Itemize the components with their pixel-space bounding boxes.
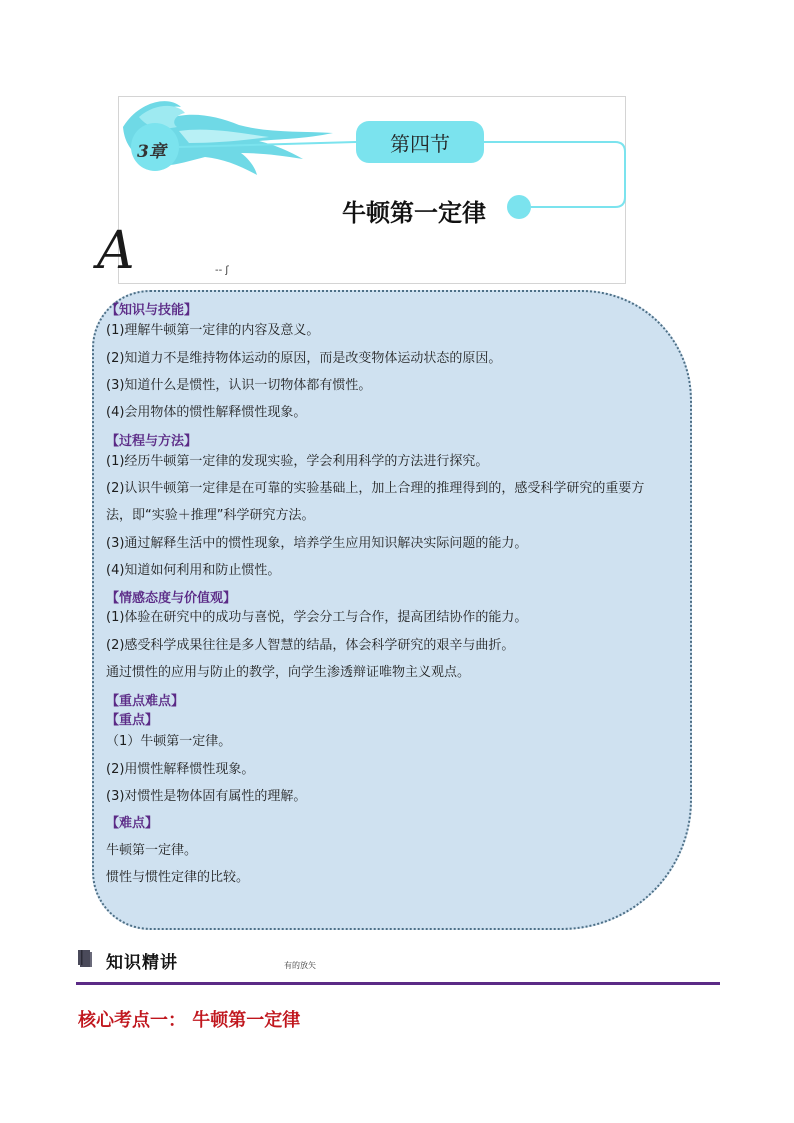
objective-line: (3)通过解释生活中的惯性现象，培养学生应用知识解决实际问题的能力。	[106, 536, 528, 551]
objective-line: (2)知道力不是维持物体运动的原因，而是改变物体运动状态的原因。	[106, 351, 502, 366]
objective-line: (2)感受科学成果往往是多人智慧的结晶，体会科学研究的艰辛与曲折。	[106, 638, 515, 653]
heading-key-difficult: 【重点难点】	[106, 694, 185, 709]
book-icon	[78, 950, 92, 967]
objective-line: 牛顿第一定律。	[106, 843, 198, 858]
objective-line: (3)对惯性是物体固有属性的理解。	[106, 789, 307, 804]
objective-line: (2)用惯性解释惯性现象。	[106, 762, 255, 777]
objective-line: (4)知道如何利用和防止惯性。	[106, 563, 281, 578]
section-title: 知识精讲	[106, 953, 178, 973]
objective-line: (2)认识牛顿第一定律是在可靠的实验基础上，加上合理的推理得到的，感受科学研究的重要方	[106, 481, 645, 496]
objective-line: (1)经历牛顿第一定律的发现实验，学会利用科学的方法进行探究。	[106, 454, 489, 469]
objective-line: （1）牛顿第一定律。	[106, 734, 232, 749]
core-point-heading: 核心考点一： 牛顿第一定律	[78, 1010, 301, 1031]
objective-line: (3)知道什么是惯性，认识一切物体都有惯性。	[106, 378, 372, 393]
objective-line: (4)会用物体的惯性解释惯性现象。	[106, 405, 307, 420]
heading-key: 【重点】	[106, 713, 159, 728]
section-note: 有的放矢	[284, 961, 316, 970]
chapter-banner	[97, 96, 626, 284]
section-label: 第四节	[356, 121, 484, 163]
heading-process: 【过程与方法】	[106, 434, 198, 449]
section-divider	[76, 982, 720, 985]
objective-line: 惯性与惯性定律的比较。	[106, 870, 250, 885]
chapter-label: 3章	[137, 142, 166, 162]
objective-line: 通过惯性的应用与防止的教学，向学生渗透辩证唯物主义观点。	[106, 665, 471, 680]
decorative-letter: A	[97, 221, 135, 281]
heading-attitude: 【情感态度与价值观】	[106, 591, 237, 606]
objective-line: 法，即“实验＋推理”科学研究方法。	[106, 508, 315, 523]
objective-line: (1)体验在研究中的成功与喜悦，学会分工与合作，提高团结协作的能力。	[106, 610, 528, 625]
objective-line: (1)理解牛顿第一定律的内容及意义。	[106, 323, 320, 338]
heading-difficult: 【难点】	[106, 816, 159, 831]
lesson-title: 牛顿第一定律	[342, 198, 486, 227]
heading-knowledge: 【知识与技能】	[106, 303, 198, 318]
decorative-mark: -- ʃ	[215, 265, 229, 276]
